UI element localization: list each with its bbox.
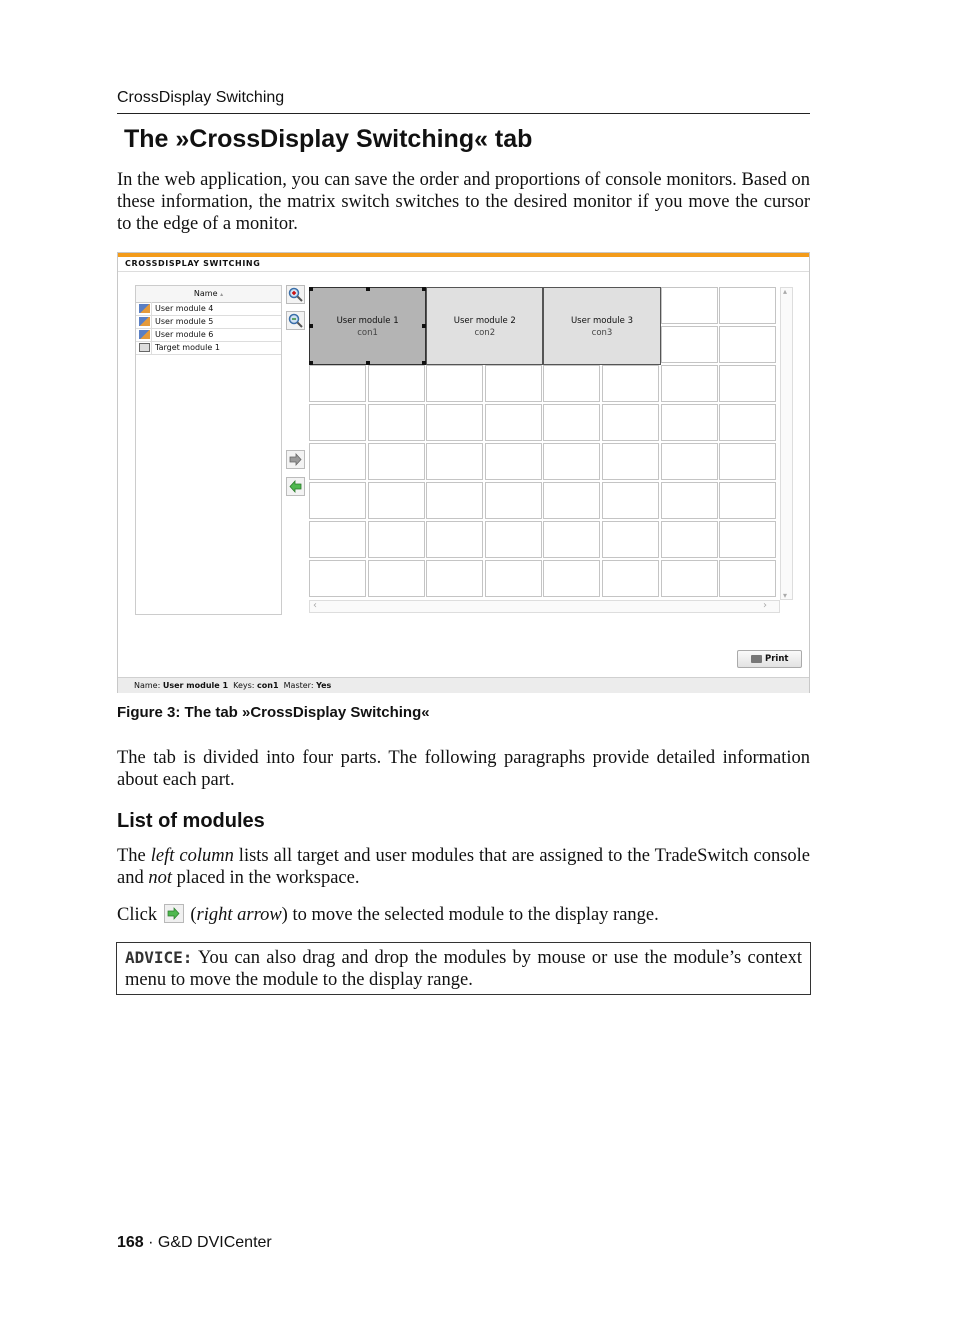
grid-cell[interactable] (602, 404, 659, 441)
move-right-button[interactable] (286, 450, 305, 469)
grid-cell[interactable] (309, 443, 366, 480)
grid-cell[interactable] (543, 560, 600, 597)
move-left-button[interactable] (286, 477, 305, 496)
advice-label: ADVICE: (125, 948, 193, 967)
monitor-name: User module 1 (336, 316, 399, 326)
right-arrow-icon (287, 451, 304, 468)
grid-cell[interactable] (368, 482, 425, 519)
horizontal-scrollbar[interactable]: ‹ › (309, 600, 780, 613)
page-footer: 168 · G&D DVICenter (117, 1234, 272, 1251)
grid-cell[interactable] (543, 482, 600, 519)
grid-cell[interactable] (485, 365, 542, 402)
grid-cell[interactable] (661, 287, 718, 324)
grid-cell[interactable] (309, 482, 366, 519)
grid-cell[interactable] (661, 443, 718, 480)
page-title: The »CrossDisplay Switching« tab (124, 125, 533, 153)
grid-cell[interactable] (719, 287, 776, 324)
crossdisplay-screenshot (117, 252, 810, 693)
grid-cell[interactable] (543, 521, 600, 558)
click-instruction-paragraph: Click (right arrow) to move the selected module to the display range. (117, 905, 659, 925)
grid-cell[interactable] (661, 365, 718, 402)
sort-icon: ▴ (220, 291, 224, 298)
grid-cell[interactable] (602, 365, 659, 402)
zoom-in-icon (287, 286, 304, 303)
grid-cell[interactable] (309, 521, 366, 558)
grid-cell[interactable] (719, 326, 776, 363)
resize-handle[interactable] (366, 287, 370, 291)
grid-cell[interactable] (719, 521, 776, 558)
user-module-icon (139, 330, 150, 339)
grid-cell[interactable] (543, 404, 600, 441)
grid-cell[interactable] (602, 560, 659, 597)
zoom-out-button[interactable] (286, 311, 305, 330)
monitor-console: con3 (591, 328, 613, 338)
monitor-name: User module 3 (570, 316, 633, 326)
list-header-name[interactable]: Name ▴ (136, 286, 281, 303)
zoom-out-icon (287, 312, 304, 329)
list-item[interactable] (136, 341, 281, 355)
grid-cell[interactable] (661, 326, 718, 363)
resize-handle[interactable] (366, 361, 370, 365)
parts-paragraph: The tab is divided into four parts. The following paragraphs provide detailed information about each part. (117, 748, 810, 790)
resize-handle[interactable] (309, 324, 313, 328)
grid-cell[interactable] (485, 482, 542, 519)
grid-cell[interactable] (661, 404, 718, 441)
grid-cell[interactable] (426, 404, 483, 441)
grid-cell[interactable] (309, 365, 366, 402)
resize-handle[interactable] (309, 287, 313, 291)
monitor-tile[interactable] (309, 287, 426, 365)
grid-cell[interactable] (661, 521, 718, 558)
grid-cell[interactable] (426, 521, 483, 558)
list-item-label: Target module 1 (155, 343, 220, 352)
grid-cell[interactable] (485, 443, 542, 480)
intro-paragraph: In the web application, you can save the order and proportions of console monitors. Based on these information, the matrix switch switches to the desired monitor if you move the cursor to the edge of a monitor. (117, 170, 810, 234)
list-item-label: User module 6 (155, 330, 214, 339)
grid-cell[interactable] (368, 521, 425, 558)
monitor-console: con1 (357, 328, 378, 338)
grid-cell[interactable] (719, 443, 776, 480)
monitor-tile[interactable] (543, 287, 660, 365)
grid-cell[interactable] (426, 365, 483, 402)
print-button[interactable]: Print (737, 650, 802, 668)
list-item-label: User module 5 (155, 317, 214, 326)
grid-cell[interactable] (719, 482, 776, 519)
status-bar: Name: User module 1 Keys: con1 Master: Yes (118, 677, 809, 693)
grid-cell[interactable] (426, 482, 483, 519)
module-list (135, 285, 282, 615)
list-item[interactable] (136, 328, 281, 342)
target-module-icon (139, 343, 150, 352)
vertical-scrollbar[interactable]: ▴ ▾ (780, 287, 793, 600)
monitor-name: User module 2 (453, 316, 516, 326)
zoom-in-button[interactable] (286, 285, 305, 304)
advice-box: ADVICE: You can also drag and drop the modules by mouse or use the module’s context menu to move the module to the display range. (116, 942, 811, 995)
left-column-paragraph: The left column lists all target and user modules that are assigned to the TradeSwitch console and not placed in the workspace. (117, 846, 810, 888)
user-module-icon (139, 317, 150, 326)
grid-cell[interactable] (368, 365, 425, 402)
user-module-icon (139, 304, 150, 313)
page-number: 168 (117, 1234, 144, 1251)
grid-cell[interactable] (719, 365, 776, 402)
grid-cell[interactable] (661, 482, 718, 519)
grid-cell[interactable] (719, 560, 776, 597)
grid-cell[interactable] (426, 443, 483, 480)
list-item[interactable] (136, 315, 281, 329)
grid-cell[interactable] (602, 482, 659, 519)
right-arrow-icon (164, 904, 184, 923)
monitor-console: con2 (474, 328, 496, 338)
header-rule (117, 113, 810, 114)
printer-icon (751, 655, 762, 663)
grid-cell[interactable] (485, 404, 542, 441)
grid-cell[interactable] (719, 404, 776, 441)
section-heading: List of modules (117, 810, 265, 832)
monitor-tile[interactable] (426, 287, 543, 365)
grid-cell[interactable] (485, 560, 542, 597)
grid-cell[interactable] (602, 443, 659, 480)
figure-caption: Figure 3: The tab »CrossDisplay Switching« (117, 704, 430, 721)
grid-cell[interactable] (426, 560, 483, 597)
grid-cell[interactable] (309, 560, 366, 597)
resize-handle[interactable] (309, 361, 313, 365)
grid-cell[interactable] (602, 521, 659, 558)
grid-cell[interactable] (485, 521, 542, 558)
grid-cell[interactable] (368, 404, 425, 441)
grid-cell[interactable] (368, 560, 425, 597)
grid-cell[interactable] (543, 365, 600, 402)
left-arrow-icon (287, 478, 304, 495)
tab-title: CROSSDISPLAY SWITCHING (125, 259, 261, 268)
grid-cell[interactable] (368, 443, 425, 480)
list-item[interactable] (136, 302, 281, 316)
list-item-label: User module 4 (155, 304, 214, 313)
grid-cell[interactable] (543, 443, 600, 480)
accent-bar (118, 253, 809, 257)
grid-cell[interactable] (661, 560, 718, 597)
grid-cell[interactable] (309, 404, 366, 441)
running-header: CrossDisplay Switching (117, 89, 285, 106)
